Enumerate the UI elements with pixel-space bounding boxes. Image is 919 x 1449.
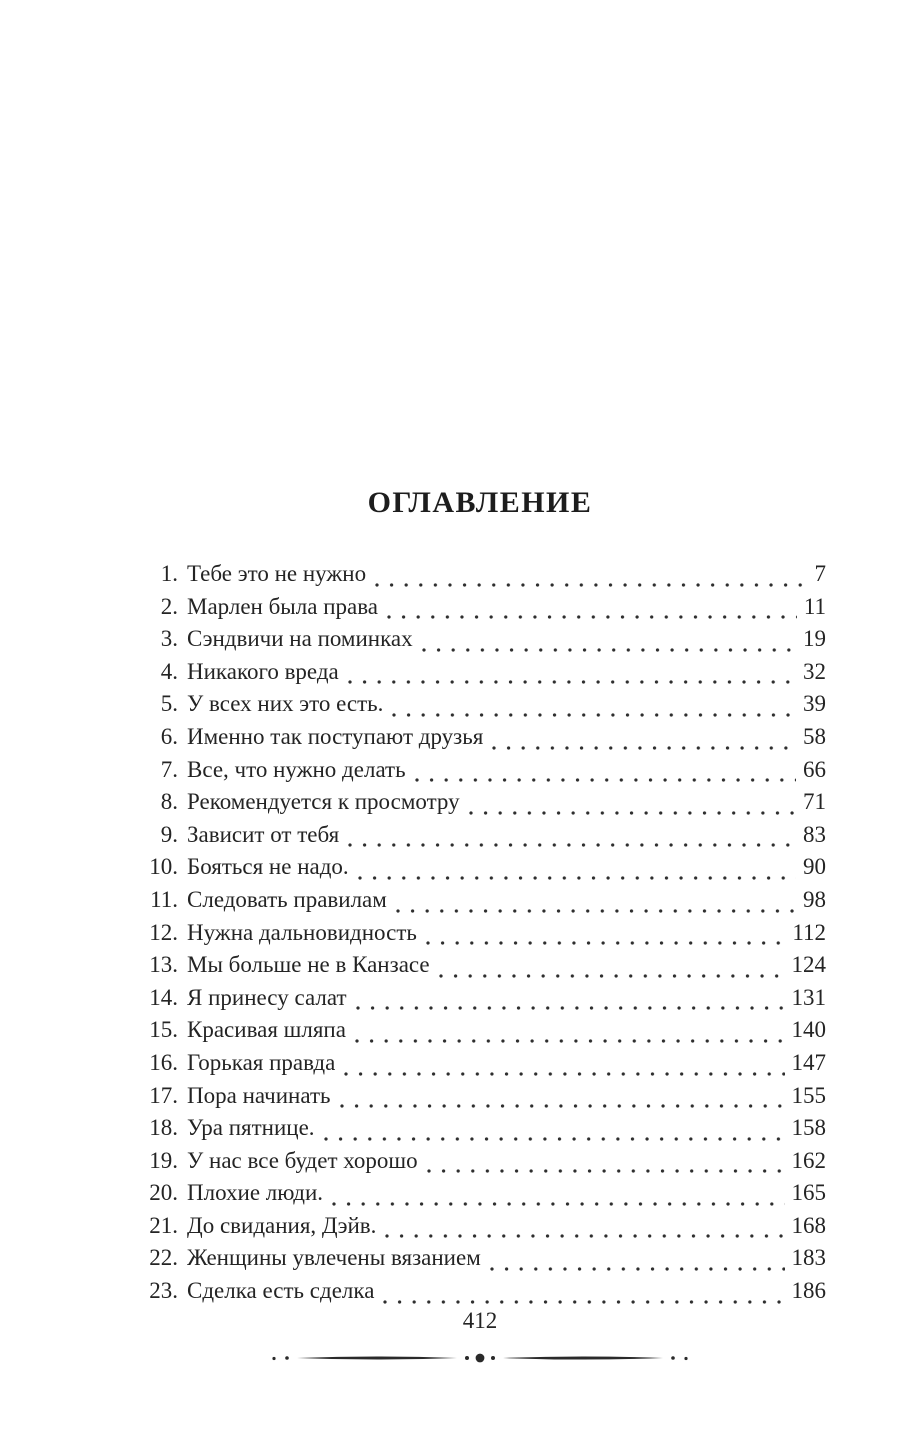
dotted-leader	[339, 659, 803, 692]
dotted-leader	[378, 594, 804, 627]
toc-entry-title: Пора начинать	[187, 1082, 331, 1108]
toc-entry	[134, 1180, 826, 1213]
dotted-leader	[346, 1017, 792, 1050]
toc-entry-title: Все, что нужно делать	[187, 756, 406, 782]
page-footer	[134, 1308, 826, 1364]
dotted-leader	[481, 1245, 792, 1278]
dotted-leader	[387, 887, 803, 920]
toc-entry-number: 10.	[149, 854, 178, 880]
toc-entry-title: У всех них это есть.	[187, 691, 384, 717]
toc-entry-title: Мы больше не в Канзасе	[187, 952, 430, 978]
toc-entry-title: Сэндвичи на поминках	[187, 626, 413, 652]
toc-entry-page: 112	[792, 919, 826, 945]
toc-entry-page: 124	[791, 952, 826, 978]
toc-entry-title: Женщины увлечены вязанием	[187, 1245, 481, 1271]
page-title: ОГЛАВЛЕНИЕ	[367, 486, 593, 519]
toc-entry-title: Ура пятнице.	[187, 1115, 315, 1141]
toc-entry	[134, 854, 826, 887]
toc-entry	[134, 985, 826, 1018]
toc-entry	[134, 920, 826, 953]
toc-entry-number: 18.	[149, 1115, 178, 1141]
toc-entry-title: Я принесу салат	[187, 984, 347, 1010]
toc-entry-number: 5.	[160, 691, 178, 717]
toc-entry-title: До свидания, Дэйв.	[187, 1212, 377, 1238]
toc-entry-number: 1.	[160, 561, 178, 586]
folio-page-number: 412	[462, 1308, 498, 1333]
toc-entry-page: 66	[803, 756, 826, 782]
toc-entry	[134, 1017, 826, 1050]
toc-entry	[134, 1148, 826, 1181]
toc-entry-title: Плохие люди.	[187, 1180, 324, 1206]
toc-entry-number: 11.	[150, 886, 178, 912]
toc-entry-page: 168	[791, 1212, 826, 1238]
dotted-leader	[418, 1148, 792, 1181]
toc-entry-title: Красивая шляпа	[187, 1017, 346, 1043]
toc-entry	[134, 757, 826, 790]
toc-entry	[134, 659, 826, 692]
dotted-leader	[335, 1050, 791, 1083]
toc-entry-page: 7	[814, 561, 826, 586]
toc-entry	[134, 1083, 826, 1116]
toc-list	[134, 561, 826, 1311]
toc-entry-number: 2.	[160, 593, 178, 619]
toc-entry-page: 32	[803, 658, 826, 684]
toc-entry-title: Зависит от тебя	[187, 821, 340, 847]
toc-entry	[134, 789, 826, 822]
dotted-leader	[339, 822, 803, 855]
toc-entry	[134, 1213, 826, 1246]
toc-entry-number: 23.	[149, 1278, 178, 1304]
toc-entry-number: 15.	[149, 1017, 178, 1043]
toc-entry-title: Следовать правилам	[187, 886, 387, 912]
toc-entry-number: 13.	[149, 952, 178, 978]
toc-entry-page: 58	[803, 723, 826, 749]
toc-entry	[134, 1278, 826, 1311]
toc-entry	[134, 1115, 826, 1148]
toc-entry-title: Нужна дальновидность	[187, 919, 417, 945]
dotted-leader	[323, 1180, 791, 1213]
toc-entry-page: 158	[791, 1115, 826, 1141]
toc-entry-number: 4.	[160, 658, 178, 684]
toc-entry-page: 11	[803, 593, 826, 619]
dotted-leader	[374, 1278, 791, 1311]
toc-entry	[134, 822, 826, 855]
dotted-leader	[331, 1083, 792, 1116]
toc-entry	[134, 1050, 826, 1083]
toc-entry-title: Именно так поступают друзья	[187, 723, 484, 749]
toc-entry-number: 19.	[149, 1147, 178, 1173]
toc-entry-number: 7.	[160, 756, 178, 782]
toc-entry-page: 131	[791, 984, 826, 1010]
toc-entry	[134, 626, 826, 659]
toc-entry-number: 22.	[149, 1245, 178, 1271]
toc-entry	[134, 724, 826, 757]
toc-entry	[134, 594, 826, 627]
toc-entry-number: 12.	[149, 919, 178, 945]
toc-entry-title: Марлен была права	[187, 593, 378, 619]
toc-entry-number: 3.	[160, 626, 178, 652]
toc-entry-page: 71	[803, 789, 826, 815]
toc-entry-number: 8.	[160, 789, 178, 815]
dotted-leader	[349, 854, 803, 887]
toc-entry	[134, 887, 826, 920]
toc-entry-number: 20.	[149, 1180, 178, 1206]
toc-entry-page: 183	[791, 1245, 826, 1271]
dotted-leader	[460, 789, 803, 822]
toc-entry	[134, 952, 826, 985]
toc-entry-title: Тебе это не нужно	[187, 561, 367, 586]
toc-entry-page: 98	[803, 886, 826, 912]
toc-entry-title: Бояться не надо.	[187, 854, 349, 880]
dotted-leader	[483, 724, 803, 757]
toc-entry-page: 162	[791, 1147, 826, 1173]
toc-entry-title: Сделка есть сделка	[187, 1278, 375, 1304]
toc-entry-page: 155	[791, 1082, 826, 1108]
dotted-leader	[366, 561, 814, 594]
toc-entry	[134, 561, 826, 594]
footer-divider-ornament	[134, 1348, 826, 1364]
toc-entry-number: 21.	[149, 1212, 178, 1238]
toc-entry-page: 19	[803, 626, 826, 652]
dotted-leader	[315, 1115, 792, 1148]
toc-entry	[134, 1245, 826, 1278]
toc-entry-title: Горькая правда	[187, 1049, 336, 1075]
toc-entry-number: 17.	[149, 1082, 178, 1108]
toc-entry	[134, 691, 826, 724]
dotted-leader	[347, 985, 792, 1018]
toc-entry-page: 147	[791, 1049, 826, 1075]
dotted-leader	[430, 952, 792, 985]
dotted-leader	[406, 757, 803, 790]
toc-entry-page: 90	[803, 854, 826, 880]
toc-entry-page: 186	[791, 1278, 826, 1304]
toc-content	[134, 486, 826, 1311]
toc-entry-page: 140	[791, 1017, 826, 1043]
dotted-leader	[383, 691, 803, 724]
toc-entry-number: 14.	[149, 984, 178, 1010]
toc-entry-page: 83	[803, 821, 826, 847]
dotted-leader	[417, 920, 792, 953]
toc-entry-page: 39	[803, 691, 826, 717]
toc-entry-number: 9.	[160, 821, 178, 847]
toc-entry-page: 165	[791, 1180, 826, 1206]
toc-entry-number: 16.	[149, 1049, 178, 1075]
toc-entry-title: У нас все будет хорошо	[187, 1147, 418, 1173]
toc-entry-title: Никакого вреда	[187, 658, 339, 684]
dotted-leader	[376, 1213, 791, 1246]
dotted-leader	[413, 626, 803, 659]
toc-entry-number: 6.	[160, 723, 178, 749]
toc-entry-title: Рекомендуется к просмотру	[187, 789, 460, 815]
